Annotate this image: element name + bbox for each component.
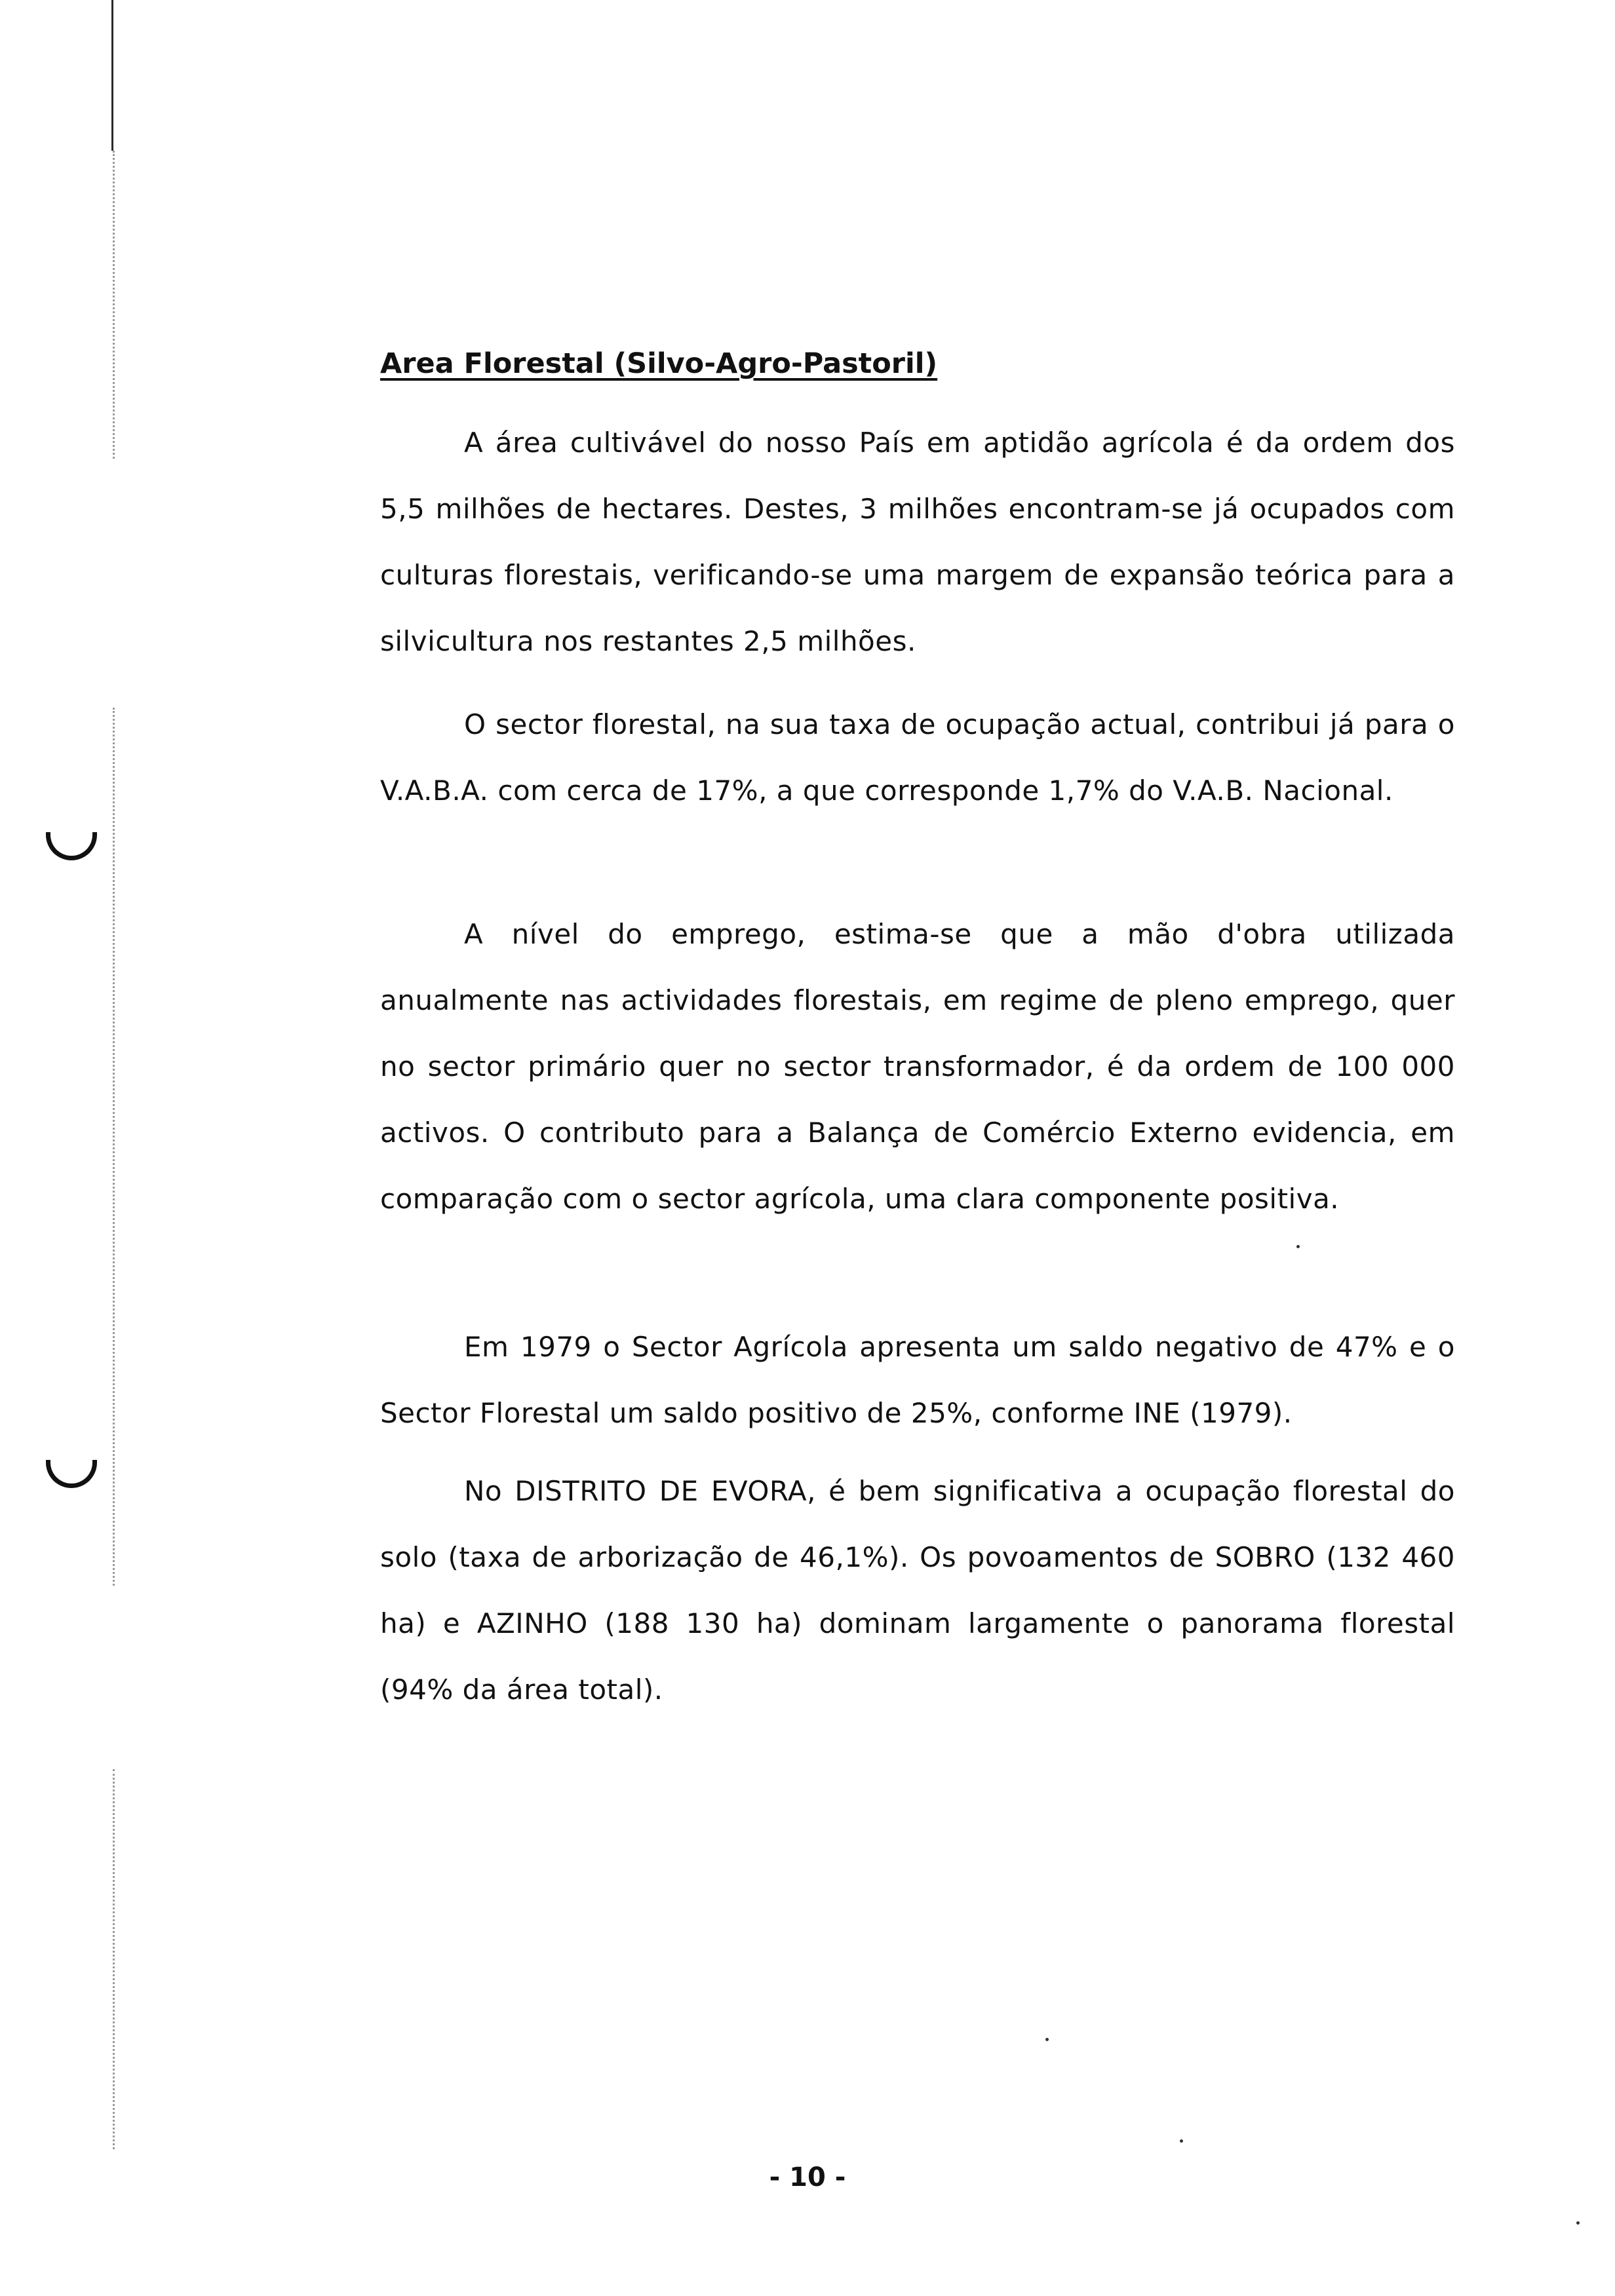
section-title: Area Florestal (Silvo-Agro-Pastoril) xyxy=(380,347,938,380)
paragraph-trade-balance: Em 1979 o Sector Agrícola apresenta um saldo negativo de 47% e o Sector Florestal um saldo positivo de 25%, conforme INE (1979). xyxy=(380,1331,1455,1429)
scan-speck xyxy=(1576,2221,1580,2225)
margin-dotted-line xyxy=(113,708,115,1586)
paragraph-cultivable-area: A área cultivável do nosso País em aptidão agrícola é da ordem dos 5,5 milhões de hectares. Destes, 3 milhões encontram-se já ocupados com culturas florestais, verificando-se uma margem de expansão teórica para a silvicultura nos restantes 2,5 milhões. xyxy=(380,427,1455,657)
margin-dotted-line xyxy=(113,151,115,459)
page-number: - 10 - xyxy=(769,2162,846,2192)
scan-speck xyxy=(1045,2038,1049,2041)
paragraph-forest-sector: O sector florestal, na sua taxa de ocupação actual, contribui já para o V.A.B.A. com cerca de 17%, a que corresponde 1,7% do V.A.B. Nacional. xyxy=(380,708,1455,807)
scan-speck xyxy=(1180,2139,1183,2143)
margin-dotted-line xyxy=(113,1769,115,2149)
margin-binding-line xyxy=(111,0,113,151)
paragraph-employment: A nível do emprego, estima-se que a mão d'obra utilizada anualmente nas actividades florestais, em regime de pleno emprego, quer no sector primário quer no sector transformador, é da ordem de 100 000 activos. O contributo para a Balança de Comércio Externo evidencia, em comparação com o sector agrícola, uma clara componente positiva. xyxy=(380,918,1455,1215)
scan-speck xyxy=(1296,1245,1300,1248)
punch-hole-mark xyxy=(46,832,97,860)
punch-hole-mark xyxy=(46,1460,97,1488)
paragraph-evora-district: No DISTRITO DE EVORA, é bem significativa a ocupação florestal do solo (taxa de arborização de 46,1%). Os povoamentos de SOBRO (132 460 ha) e AZINHO (188 130 ha) dominam largamente o panorama florestal (94% da área total). xyxy=(380,1475,1455,1706)
